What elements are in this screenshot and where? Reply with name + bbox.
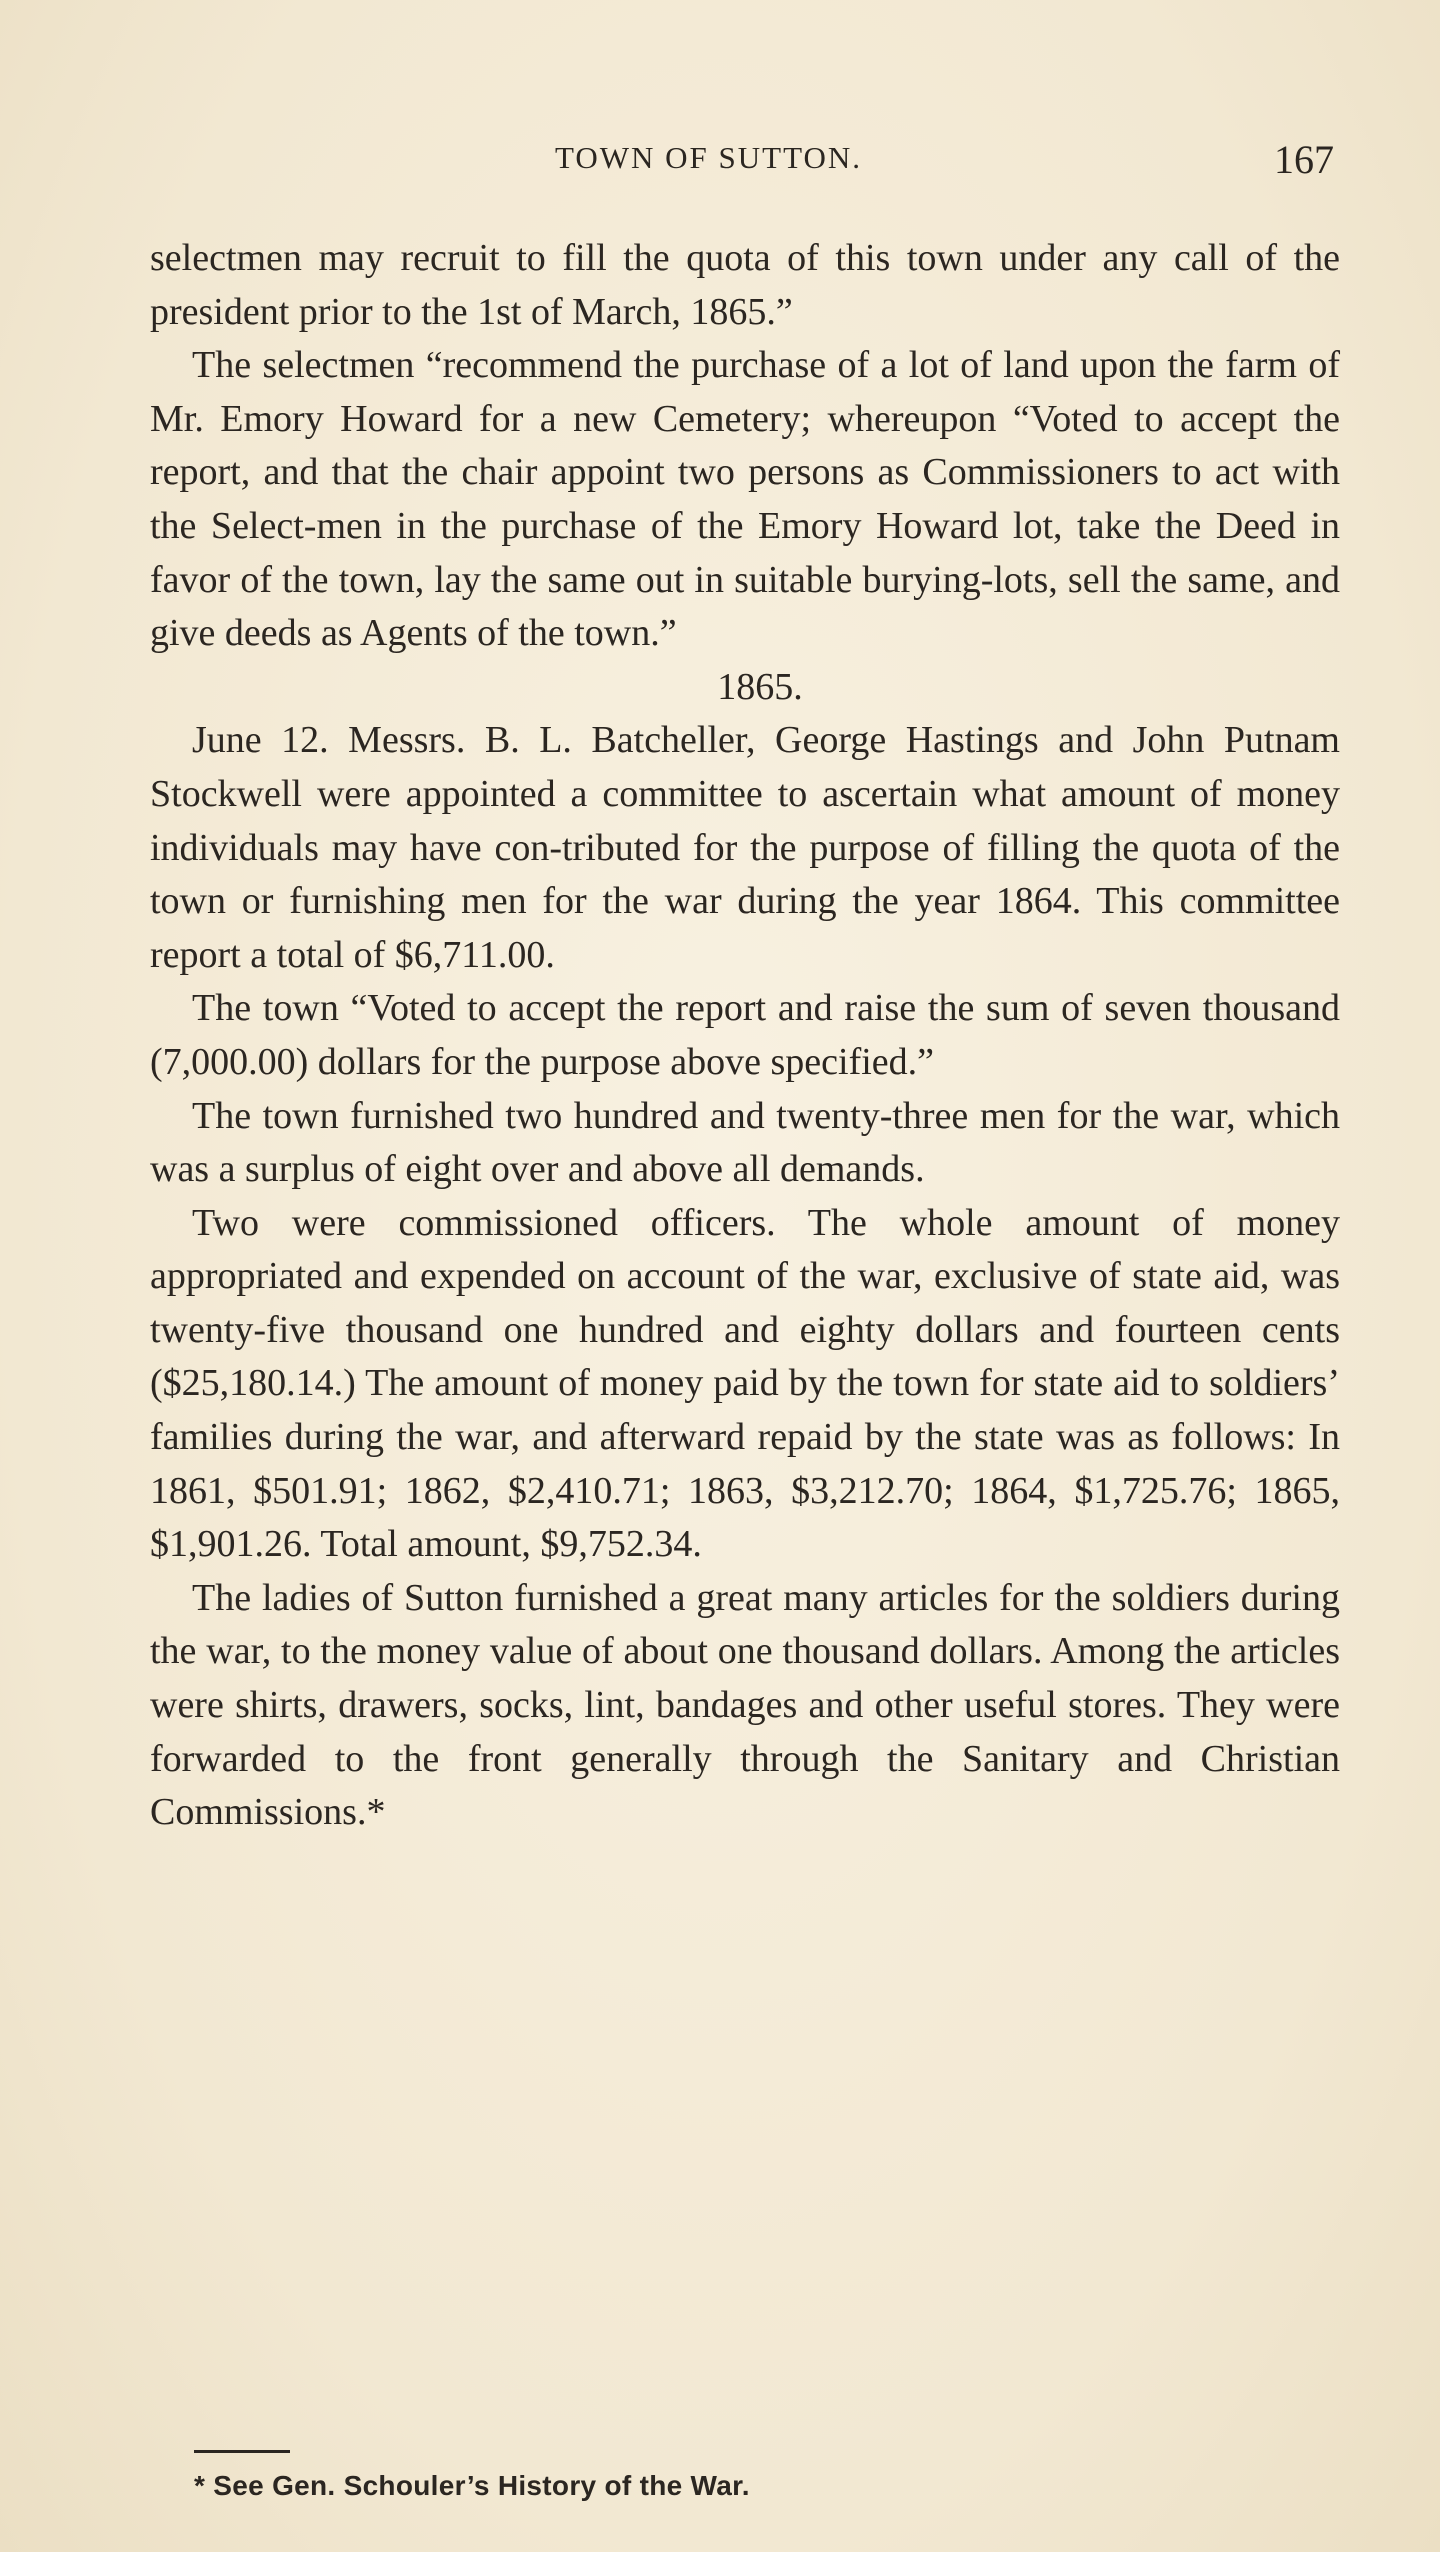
- page-header: [0, 137, 1440, 190]
- footnote-rule: [194, 2450, 290, 2453]
- paragraph-committee: June 12. Messrs. B. L. Batcheller, George Hastings and John Putnam Stockwell were appointed a committee to ascertain what amount of money individuals may have con-tributed for the purpose of filling the quota of the town or furnishing men for the war during the year 1864. This committee report a total of $6,711.00.: [150, 719, 1340, 976]
- paragraph-ladies: The ladies of Sutton furnished a great many articles for the soldiers during the war, to the money value of about one thousand dollars. Among the articles were shirts, drawers, socks, lint, bandages and other useful stores. They were forwarded to the front generally through the Sanitary and Christian Commissions.*: [150, 1576, 1340, 1834]
- paragraph-men-furnished: The town furnished two hundred and twenty-three men for the war, which was a surplus of eight over and above all demands.: [150, 1094, 1340, 1191]
- paragraph-cemetery: The selectmen “recommend the purchase of a lot of land upon the farm of Mr. Emory Howard for a new Cemetery; whereupon “Voted to accept the report, and that the chair appoint two persons as Commissioners to act with the Select-men in the purchase of the Emory Howard lot, take the Deed in favor of the town, lay the same out in suitable burying-lots, sell the same, and give deeds as Agents of the town.”: [150, 344, 1340, 655]
- page-number: 167: [1274, 137, 1334, 182]
- body-text: [150, 232, 1340, 1840]
- paragraph-continuation: selectmen may recruit to fill the quota of this town under any call of the president prior to the 1st of March, 1865.”: [150, 237, 1340, 333]
- footnote: * See Gen. Schouler’s History of the War.: [194, 2470, 750, 2501]
- year-heading: 1865.: [717, 665, 803, 708]
- running-head: TOWN OF SUTTON.: [555, 140, 863, 175]
- paragraph-expenses: Two were commissioned officers. The whole amount of money appropriated and expended on account of the war, exclusive of state aid, was twenty-five thousand one hundred and eighty dollars and fourteen cents ($25,180.14.) The amount of money paid by the town for state aid to soldiers’ families during the war, and afterward repaid by the state was as follows: In 1861, $501.91; 1862, $2,410.71; 1863, $3,212.70; 1864, $1,725.76; 1865, $1,901.26. Total amount, $9,752.34.: [150, 1201, 1340, 1566]
- paragraph-vote: The town “Voted to accept the report and raise the sum of seven thousand (7,000.00) dollars for the purpose above specified.”: [150, 987, 1340, 1083]
